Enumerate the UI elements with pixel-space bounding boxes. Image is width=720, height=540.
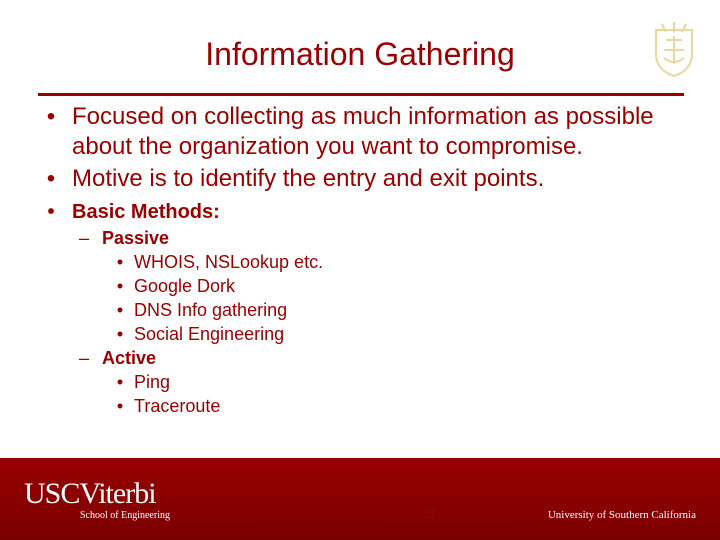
bullet-text: Traceroute [134, 396, 221, 416]
sub-bullet-item [30, 226, 690, 250]
school-of-engineering-label: School of Engineering [80, 510, 170, 521]
bullet-marker: • [116, 324, 124, 344]
page-number: 11 [421, 505, 437, 521]
bullet-marker: • [46, 103, 56, 130]
sub-sub-bullet-item [30, 370, 690, 394]
passive-label: Passive [102, 228, 170, 248]
slide-body [30, 102, 690, 418]
sub-bullet-item [30, 346, 690, 370]
bullet-item [30, 102, 690, 162]
sub-sub-bullet-item [30, 394, 690, 418]
bullet-marker: • [46, 165, 56, 192]
bullet-text: Social Engineering [134, 324, 285, 344]
sub-sub-bullet-item [30, 250, 690, 274]
bullet-marker: • [47, 201, 55, 223]
sub-sub-bullet-item [30, 274, 690, 298]
university-label: University of Southern California [547, 509, 696, 521]
usc-crest-icon [652, 20, 696, 78]
bullet-text: Google Dork [134, 276, 236, 296]
dash-marker: – [78, 348, 89, 368]
bullet-text: Ping [134, 372, 171, 392]
bullet-item [30, 200, 690, 224]
usc-viterbi-logo: USCViterbi [24, 477, 156, 510]
bullet-marker: • [116, 252, 124, 272]
slide-title: Information Gathering [205, 36, 515, 72]
bullet-text: Motive is to identify the entry and exit points. [72, 165, 545, 192]
title-divider [38, 93, 684, 96]
dash-marker: – [78, 228, 89, 248]
bullet-text: DNS Info gathering [134, 300, 288, 320]
bullet-marker: • [116, 396, 124, 416]
active-label: Active [102, 348, 157, 368]
sub-sub-bullet-item [30, 298, 690, 322]
methods-heading: Basic Methods: [72, 201, 220, 223]
bullet-item [30, 164, 690, 194]
bullet-text: Focused on collecting as much information as possible about the organization you want to compromise. [72, 103, 654, 160]
sub-sub-bullet-item [30, 322, 690, 346]
bullet-marker: • [116, 276, 124, 296]
bullet-text: WHOIS, NSLookup etc. [134, 252, 324, 272]
bullet-marker: • [116, 300, 124, 320]
bullet-marker: • [116, 372, 124, 392]
